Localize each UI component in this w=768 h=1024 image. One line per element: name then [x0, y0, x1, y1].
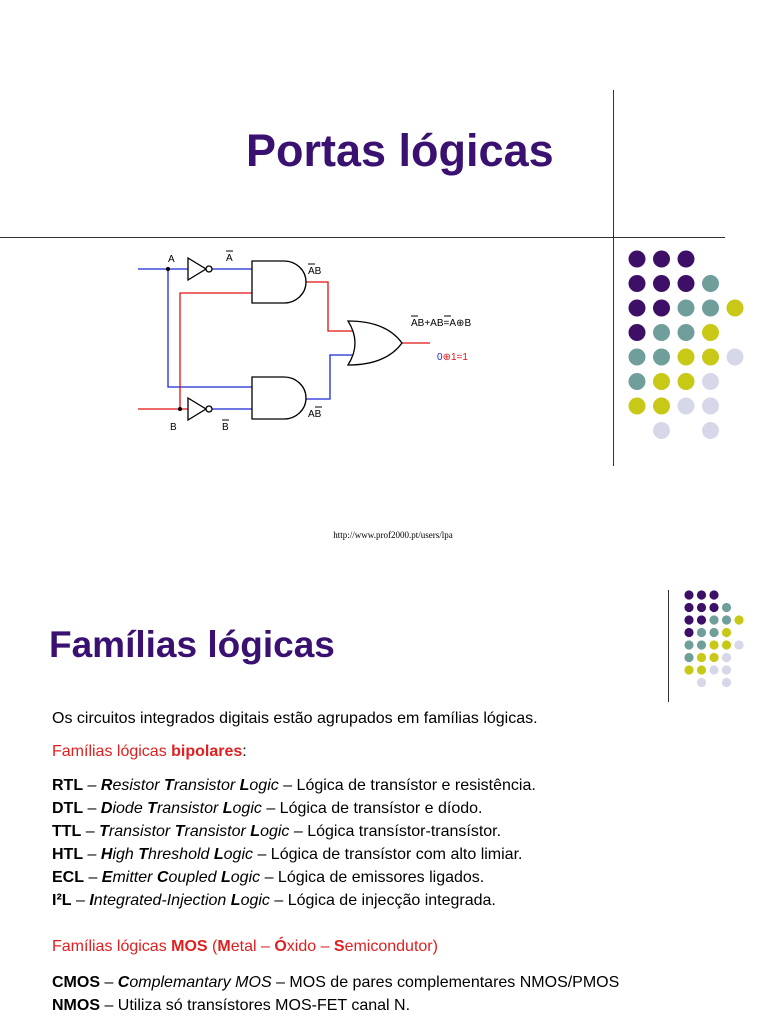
- decorative-dot: [678, 324, 695, 341]
- decorative-dot: [709, 665, 718, 674]
- and-gate-top: [252, 261, 306, 303]
- decorative-dot: [702, 422, 719, 439]
- decorative-dot: [722, 603, 731, 612]
- decorative-dot: [697, 628, 706, 637]
- decorative-dot: [734, 615, 743, 624]
- dot-grid-decoration-2: [680, 588, 744, 700]
- decorative-dot: [678, 373, 695, 390]
- label-and-bottom-a: A: [308, 409, 315, 420]
- decorative-dot: [678, 300, 695, 317]
- decorative-dot: [629, 398, 646, 415]
- decorative-dot: [678, 398, 695, 415]
- mos-item-cmos: CMOS – Complemantary MOS – MOS de pares complementares NMOS/PMOS: [52, 974, 620, 991]
- decorative-dot: [697, 653, 706, 662]
- label-input-b: B: [170, 422, 177, 433]
- or-gate: [348, 321, 402, 365]
- decorative-dot: [722, 628, 731, 637]
- decorative-dot: [678, 349, 695, 366]
- vertical-divider: [613, 90, 614, 466]
- decorative-dot: [727, 349, 744, 366]
- decorative-dot: [722, 678, 731, 687]
- decorative-dot: [727, 300, 744, 317]
- bipolar-item: RTL – Resistor Transistor Logic – Lógica de transístor e resistência.: [52, 777, 536, 794]
- decorative-dot: [702, 398, 719, 415]
- decorative-dot: [653, 422, 670, 439]
- decorative-dot: [678, 275, 695, 292]
- not-bubble-a: [206, 266, 212, 272]
- decorative-dot: [734, 640, 743, 649]
- horizontal-divider: [0, 237, 725, 238]
- decorative-dot: [684, 665, 693, 674]
- decorative-dot: [629, 324, 646, 341]
- decorative-dot: [629, 300, 646, 317]
- decorative-dot: [678, 251, 695, 268]
- xor-symbol: ⊕: [456, 318, 465, 329]
- decorative-dot: [684, 653, 693, 662]
- not-gate-a: [188, 258, 206, 280]
- not-bubble-b: [206, 406, 212, 412]
- decorative-dot: [629, 373, 646, 390]
- decorative-dot: [653, 324, 670, 341]
- decorative-dot: [653, 349, 670, 366]
- vertical-divider-2: [668, 590, 669, 702]
- decorative-dot: [684, 640, 693, 649]
- output-expression: AB+AB=A⊕B: [411, 318, 472, 329]
- mos-heading: Famílias lógicas MOS (Metal – Óxido – Semicondutor): [52, 938, 438, 955]
- decorative-dot: [722, 665, 731, 674]
- decorative-dot: [684, 590, 693, 599]
- decorative-dot: [709, 603, 718, 612]
- decorative-dot: [697, 678, 706, 687]
- decorative-dot: [629, 349, 646, 366]
- decorative-dot: [653, 373, 670, 390]
- decorative-dot: [697, 640, 706, 649]
- decorative-dot: [702, 349, 719, 366]
- label-and-top-b: B: [314, 266, 322, 277]
- decorative-dot: [653, 398, 670, 415]
- label-not-b: B: [222, 422, 229, 433]
- bipolar-item: HTL – High Threshold Logic – Lógica de transístor com alto limiar.: [52, 846, 523, 863]
- decorative-dot: [697, 615, 706, 624]
- wire-b-up: [180, 293, 252, 409]
- decorative-dot: [697, 603, 706, 612]
- decorative-dot: [709, 640, 718, 649]
- junction-a: [166, 267, 170, 271]
- decorative-dot: [702, 300, 719, 317]
- bipolar-heading: Famílias lógicas bipolares:: [52, 743, 247, 760]
- bipolar-item: TTL – Transistor Transistor Logic – Lógica transístor-transístor.: [52, 823, 502, 840]
- label-and-bottom-b: B: [314, 409, 322, 420]
- svg-text:AB: [308, 266, 322, 277]
- svg-text:AB: [308, 409, 322, 420]
- decorative-dot: [702, 373, 719, 390]
- decorative-dot: [697, 665, 706, 674]
- decorative-dot: [697, 590, 706, 599]
- decorative-dot: [722, 615, 731, 624]
- decorative-dot: [702, 324, 719, 341]
- decorative-dot: [702, 275, 719, 292]
- bipolar-item: I²L – Integrated-Injection Logic – Lógica de injecção integrada.: [52, 892, 496, 909]
- dot-grid-decoration: [620, 244, 750, 440]
- decorative-dot: [684, 615, 693, 624]
- and-gate-bottom: [252, 377, 306, 419]
- slide1-title: Portas lógicas: [246, 125, 554, 176]
- mos-item-nmos: NMOS – Utiliza só transístores MOS-FET canal N.: [52, 997, 411, 1014]
- label-input-a: A: [168, 254, 175, 265]
- decorative-dot: [629, 251, 646, 268]
- example-expression: 0⊕1=1: [437, 352, 468, 363]
- decorative-dot: [709, 653, 718, 662]
- xor-circuit-diagram: [135, 245, 515, 440]
- wire-and-top-or: [306, 282, 354, 331]
- label-and-top-a: A: [308, 266, 315, 277]
- junction-b: [178, 407, 182, 411]
- decorative-dot: [653, 251, 670, 268]
- decorative-dot: [684, 603, 693, 612]
- decorative-dot: [653, 275, 670, 292]
- label-not-a: A: [226, 253, 233, 264]
- decorative-dot: [709, 590, 718, 599]
- decorative-dot: [709, 615, 718, 624]
- decorative-dot: [722, 653, 731, 662]
- decorative-dot: [684, 628, 693, 637]
- slide2-title: Famílias lógicas: [49, 624, 335, 665]
- bipolar-item: DTL – Diode Transistor Logic – Lógica de transístor e díodo.: [52, 800, 483, 817]
- not-gate-b: [188, 398, 206, 420]
- bipolar-item: ECL – Emitter Coupled Logic – Lógica de emissores ligados.: [52, 869, 485, 886]
- decorative-dot: [722, 640, 731, 649]
- decorative-dot: [709, 628, 718, 637]
- decorative-dot: [653, 300, 670, 317]
- decorative-dot: [629, 275, 646, 292]
- wire-and-bottom-or: [306, 355, 354, 399]
- intro-text: Os circuitos integrados digitais estão agrupados em famílias lógicas.: [52, 710, 538, 727]
- source-url: http://www.prof2000.pt/users/lpa: [333, 530, 453, 540]
